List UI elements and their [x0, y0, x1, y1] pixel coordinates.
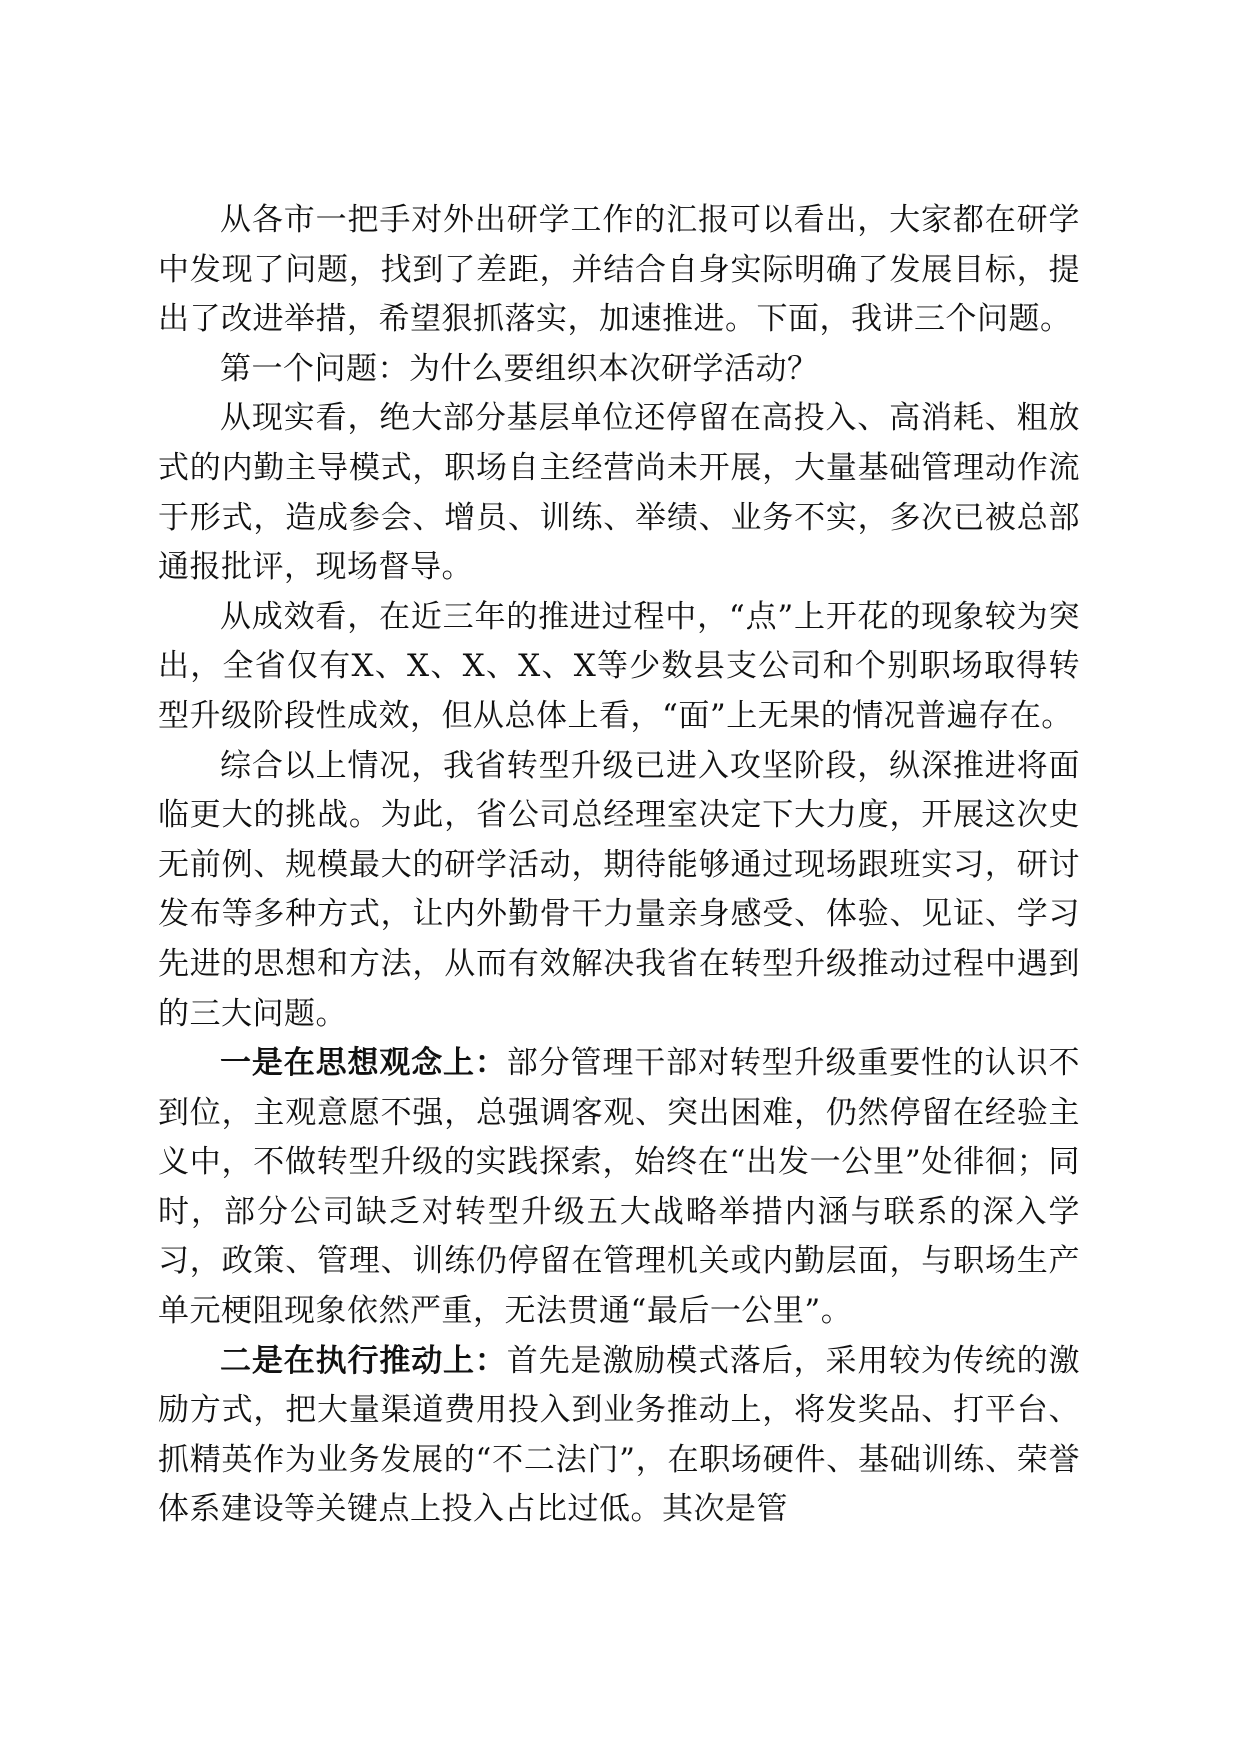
- reality-paragraph: 从现实看，绝大部分基层单位还停留在高投入、高消耗、粗放式的内勤主导模式，职场自主经营尚未开展，大量基础管理动作流于形式，造成参会、增员、训练、举绩、业务不实，多次已被总部通报批评，现场督导。: [158, 400, 1080, 586]
- execution-paragraph: [158, 1337, 1080, 1535]
- results-paragraph: 从成效看，在近三年的推进过程中，“点”上开花的现象较为突出，全省仅有X、X、X、X、X等少数县支公司和个别职场取得转型升级阶段性成效，但从总体上看，“面”上无果的情况普遍存在。: [158, 598, 1080, 734]
- execution-lead: 二是在执行推动上：: [220, 1342, 507, 1379]
- mindset-body: 部分管理干部对转型升级重要性的认识不到位，主观意愿不强，总强调客观、突出困难，仍然停留在经验主义中，不做转型升级的实践探索，始终在“出发一公里”处徘徊；同时，部分公司缺乏对转型升级五大战略举措内涵与联系的深入学习，政策、管理、训练仍停留在管理机关或内勤层面，与职场生产单元梗阻现象依然严重，无法贯通“最后一公里”。: [158, 1045, 1081, 1330]
- mindset-lead: 一是在思想观念上：: [220, 1045, 507, 1082]
- summary-paragraph: 综合以上情况，我省转型升级已进入攻坚阶段，纵深推进将面临更大的挑战。为此，省公司总经理室决定下大力度，开展这次史无前例、规模最大的研学活动，期待能够通过现场跟班实习，研讨发布等多种方式，让内外勤骨干力量亲身感受、体验、见证、学习先进的思想和方法，从而有效解决我省在转型升级推动过程中遇到的三大问题。: [158, 747, 1080, 1032]
- section-heading: 第一个问题：为什么要组织本次研学活动？: [220, 350, 819, 387]
- execution-body: 首先是激励模式落后，采用较为传统的激励方式，把大量渠道费用投入到业务推动上，将发奖品、打平台、抓精英作为业务发展的“不二法门”，在职场硬件、基础训练、荣誉体系建设等关键点上投入占比过低。其次是管: [158, 1342, 1081, 1528]
- mindset-paragraph: [158, 1039, 1080, 1337]
- document-body: [158, 196, 1080, 1535]
- intro-paragraph: 从各市一把手对外出研学工作的汇报可以看出，大家都在研学中发现了问题，找到了差距，并结合自身实际明确了发展目标，提出了改进举措，希望狠抓落实，加速推进。下面，我讲三个问题。: [158, 202, 1080, 338]
